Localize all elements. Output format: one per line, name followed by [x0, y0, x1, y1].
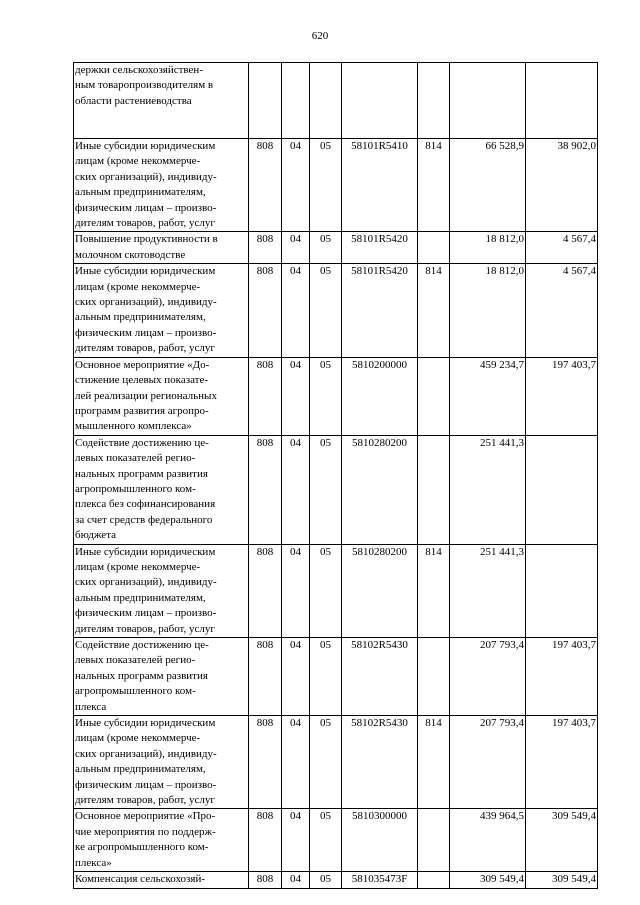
item-name-line: физическим лицам – произво- [75, 326, 217, 339]
ministry-code-cell: 808 [249, 544, 282, 637]
item-name-line: Иные субсидии юридическим [75, 265, 216, 278]
amount-first-cell: 251 441,3 [450, 544, 526, 637]
item-name-cell [74, 809, 249, 872]
subsection-code-cell: 05 [310, 435, 342, 544]
item-name-line: Содействие достижению це- [75, 639, 209, 651]
amount-first-cell: 459 234,7 [450, 357, 526, 435]
item-name-line: ке агропромышленного ком- [75, 841, 209, 854]
expense-type-cell [418, 435, 450, 544]
item-name-line: ских организаций), индивиду- [75, 170, 217, 183]
section-code-cell: 04 [282, 809, 310, 872]
item-name-line: держки сельскохозяйствен- [75, 64, 203, 76]
item-name-line: лей реализации региональных [75, 389, 217, 402]
item-name-line: Иные субсидии юридическим [75, 717, 216, 730]
table-row [74, 264, 598, 357]
item-name-line: Основное мероприятие «Про- [75, 810, 216, 823]
item-name-line: бюджета [75, 529, 117, 542]
table-row [74, 232, 598, 264]
amount-second-cell: 197 403,7 [526, 638, 598, 716]
amount-second-cell [526, 63, 598, 139]
item-name-line: альным предпринимателям, [75, 311, 206, 324]
item-name-line: левых показателей регио- [75, 654, 196, 667]
target-article-cell [342, 63, 418, 139]
amount-second-cell: 38 902,0 [526, 139, 598, 232]
item-name-line: альным предпринимателям, [75, 186, 206, 199]
target-article-cell: 58102R5430 [342, 638, 418, 716]
item-name-line: левых показателей регио- [75, 452, 196, 465]
item-name-line: ских организаций), индивиду- [75, 576, 217, 589]
target-article-cell: 5810280200 [342, 544, 418, 637]
expense-type-cell [418, 638, 450, 716]
section-code-cell: 04 [282, 638, 310, 716]
item-name-line: чие мероприятия по поддерж- [75, 825, 216, 838]
item-name-line: лицам (кроме некоммерче- [75, 280, 201, 293]
section-code-cell: 04 [282, 232, 310, 264]
item-name-line: агропромышленного ком- [75, 482, 196, 495]
section-code-cell: 04 [282, 544, 310, 637]
item-name-line: альным предпринимателям, [75, 591, 206, 604]
item-name-line: дителям товаров, работ, услуг [75, 342, 215, 355]
item-name-line: физическим лицам – произво- [75, 607, 217, 620]
section-code-cell: 04 [282, 716, 310, 809]
item-name-cell [74, 716, 249, 809]
subsection-code-cell: 05 [310, 872, 342, 888]
expense-type-cell: 814 [418, 544, 450, 637]
item-name-line: нальных программ развития [75, 467, 208, 480]
item-name-line: плекса [75, 700, 107, 713]
amount-second-cell [526, 435, 598, 544]
expense-type-cell: 814 [418, 264, 450, 357]
amount-second-cell: 4 567,4 [526, 232, 598, 264]
item-name-cell [74, 357, 249, 435]
item-name-cell [74, 872, 249, 888]
section-code-cell: 04 [282, 872, 310, 888]
page-number: 620 [311, 30, 329, 42]
subsection-code-cell: 05 [310, 357, 342, 435]
expense-type-cell: 814 [418, 716, 450, 809]
amount-second-cell: 197 403,7 [526, 716, 598, 809]
ministry-code-cell: 808 [249, 716, 282, 809]
item-name-line: за счет средств федерального [75, 513, 213, 526]
amount-first-cell: 439 964,5 [450, 809, 526, 872]
table-row [74, 872, 598, 888]
amount-first-cell: 309 549,4 [450, 872, 526, 888]
subsection-code-cell: 05 [310, 809, 342, 872]
target-article-cell: 5810280200 [342, 435, 418, 544]
subsection-code-cell: 05 [310, 264, 342, 357]
item-name-line: Компенсация сельскохозяй- [75, 873, 206, 886]
ministry-code-cell: 808 [249, 139, 282, 232]
ministry-code-cell: 808 [249, 357, 282, 435]
item-name-cell [74, 435, 249, 544]
table-row [74, 544, 598, 637]
expense-type-cell: 814 [418, 139, 450, 232]
table-row [74, 63, 598, 139]
item-name-line: Содействие достижению це- [75, 436, 209, 449]
section-code-cell [282, 63, 310, 139]
item-name-line: агропромышленного ком- [75, 685, 196, 698]
item-name-line: Повышение продуктивности в [75, 233, 218, 246]
section-code-cell: 04 [282, 139, 310, 232]
budget-table [73, 62, 598, 889]
target-article-cell: 58101R5410 [342, 139, 418, 232]
item-name-line: лицам (кроме некоммерче- [75, 155, 201, 168]
item-name-line: нальных программ развития [75, 669, 208, 682]
table-row [74, 139, 598, 232]
target-article-cell: 58101R5420 [342, 264, 418, 357]
subsection-code-cell [310, 63, 342, 139]
target-article-cell: 581035473F [342, 872, 418, 888]
item-name-cell [74, 638, 249, 716]
item-name-line: Основное мероприятие «До- [75, 358, 210, 371]
item-name-cell [74, 63, 249, 139]
section-code-cell: 04 [282, 435, 310, 544]
amount-first-cell: 66 528,9 [450, 139, 526, 232]
ministry-code-cell: 808 [249, 264, 282, 357]
item-name-line: плекса» [75, 856, 112, 869]
ministry-code-cell: 808 [249, 232, 282, 264]
amount-second-cell [526, 544, 598, 637]
item-name-line: дителям товаров, работ, услуг [75, 217, 215, 230]
ministry-code-cell: 808 [249, 809, 282, 872]
section-code-cell: 04 [282, 357, 310, 435]
table-row [74, 357, 598, 435]
budget-table-body [74, 63, 598, 889]
target-article-cell: 58102R5430 [342, 716, 418, 809]
subsection-code-cell: 05 [310, 232, 342, 264]
expense-type-cell [418, 357, 450, 435]
item-name-line: физическим лицам – произво- [75, 201, 217, 214]
amount-second-cell: 4 567,4 [526, 264, 598, 357]
amount-first-cell [450, 63, 526, 139]
subsection-code-cell: 05 [310, 716, 342, 809]
item-name-line: дителям товаров, работ, услуг [75, 794, 215, 807]
amount-first-cell: 251 441,3 [450, 435, 526, 544]
target-article-cell: 5810200000 [342, 357, 418, 435]
table-row [74, 809, 598, 872]
item-name-line: физическим лицам – произво- [75, 778, 217, 791]
item-name-line: Иные субсидии юридическим [75, 140, 216, 152]
expense-type-cell [418, 63, 450, 139]
table-row [74, 716, 598, 809]
amount-second-cell: 309 549,4 [526, 872, 598, 888]
amount-first-cell: 18 812,0 [450, 264, 526, 357]
ministry-code-cell: 808 [249, 435, 282, 544]
section-code-cell: 04 [282, 264, 310, 357]
target-article-cell: 58101R5420 [342, 232, 418, 264]
item-name-line: ным товаропроизводителям в [75, 79, 214, 92]
amount-second-cell: 197 403,7 [526, 357, 598, 435]
amount-first-cell: 207 793,4 [450, 638, 526, 716]
item-name-cell [74, 139, 249, 232]
subsection-code-cell: 05 [310, 544, 342, 637]
amount-first-cell: 207 793,4 [450, 716, 526, 809]
item-name-line: ских организаций), индивиду- [75, 747, 217, 760]
expense-type-cell [418, 232, 450, 264]
item-name-line: программ развития агропро- [75, 404, 209, 417]
item-name-line: альным предпринимателям, [75, 763, 206, 776]
item-name-line: лицам (кроме некоммерче- [75, 560, 201, 573]
amount-second-cell: 309 549,4 [526, 809, 598, 872]
item-name-cell [74, 544, 249, 637]
target-article-cell: 5810300000 [342, 809, 418, 872]
expense-type-cell [418, 872, 450, 888]
ministry-code-cell: 808 [249, 638, 282, 716]
table-row [74, 435, 598, 544]
item-name-line: мышленного комплекса» [75, 420, 192, 433]
item-name-line: лицам (кроме некоммерче- [75, 732, 201, 745]
item-name-line: молочном скотоводстве [75, 248, 186, 261]
ministry-code-cell [249, 63, 282, 139]
subsection-code-cell: 05 [310, 139, 342, 232]
table-row [74, 638, 598, 716]
item-name-cell [74, 232, 249, 264]
ministry-code-cell: 808 [249, 872, 282, 888]
item-name-line: стижение целевых показате- [75, 374, 209, 387]
item-name-cell [74, 264, 249, 357]
item-name-line: Иные субсидии юридическим [75, 545, 216, 558]
subsection-code-cell: 05 [310, 638, 342, 716]
amount-first-cell: 18 812,0 [450, 232, 526, 264]
item-name-line: дителям товаров, работ, услуг [75, 622, 215, 635]
item-name-line: ских организаций), индивиду- [75, 296, 217, 309]
item-name-line: области растениеводства [75, 94, 192, 107]
expense-type-cell [418, 809, 450, 872]
item-name-line: плекса без софинансирования [75, 498, 216, 511]
